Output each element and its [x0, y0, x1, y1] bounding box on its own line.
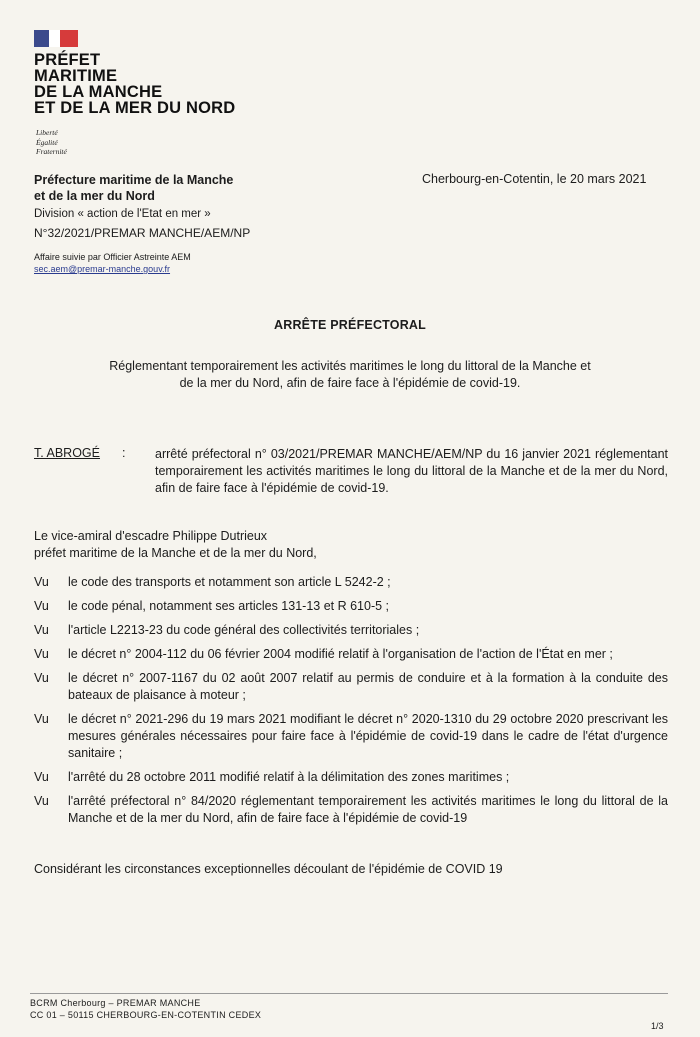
devise-line: Égalité [36, 137, 58, 147]
devise [36, 128, 67, 157]
vu-label: Vu [34, 794, 49, 808]
subtitle-line: Réglementant temporairement les activités maritimes le long du littoral de la Manche et [109, 359, 591, 373]
vu-label: Vu [34, 770, 49, 784]
signatory-line: Le vice-amiral d'escadre Philippe Dutrieux [34, 529, 268, 543]
prefecture-name [34, 172, 233, 204]
prefet-title-line: PRÉFET [34, 51, 101, 69]
affaire-suivie [34, 251, 191, 275]
prefet-title-line: ET DE LA MER DU NORD [34, 99, 236, 117]
document-subtitle [60, 358, 640, 392]
signatory [34, 528, 317, 562]
signatory-line: préfet maritime de la Manche et de la mer du Nord, [34, 546, 317, 560]
vu-text: l'arrêté du 28 octobre 2011 modifié relatif à la délimitation des zones maritimes ; [68, 770, 510, 784]
prefecture-name-line: Préfecture maritime de la Manche [34, 173, 234, 187]
subtitle-line: de la mer du Nord, afin de faire face à l'épidémie de covid-19. [179, 376, 521, 390]
vu-text: le décret n° 2007-1167 du 02 août 2007 relatif au permis de conduire et à la formation à la conduite des bateaux de plaisance à moteur ; [68, 671, 668, 702]
reference-number: N°32/2021/PREMAR MANCHE/AEM/NP [34, 226, 251, 240]
division-label: Division « action de l'Etat en mer » [34, 208, 211, 220]
footer-line: CC 01 – 50115 CHERBOURG-EN-COTENTIN CEDEX [30, 1010, 262, 1020]
vu-item [34, 769, 668, 786]
prefecture-name-line: et de la mer du Nord [34, 189, 155, 203]
vu-item [34, 793, 668, 827]
vu-item [34, 574, 668, 591]
devise-line: Liberté [36, 128, 58, 137]
prefet-title [34, 52, 235, 116]
vu-text: le code des transports et notamment son article L 5242-2 ; [68, 575, 391, 589]
considerant: Considérant les circonstances exceptionnelles découlant de l'épidémie de COVID 19 [34, 862, 503, 876]
footer-divider [30, 993, 668, 994]
prefet-title-line: MARITIME [34, 67, 118, 85]
prefet-title-line: DE LA MANCHE [34, 83, 163, 101]
document-date: Cherbourg-en-Cotentin, le 20 mars 2021 [422, 172, 647, 186]
vu-item [34, 646, 668, 663]
vu-item [34, 670, 668, 704]
page-number: 1/3 [651, 1021, 664, 1031]
vu-text: le code pénal, notamment ses articles 131-13 et R 610-5 ; [68, 599, 390, 613]
email-link[interactable]: sec.aem@premar-manche.gouv.fr [34, 264, 171, 274]
vu-item [34, 711, 668, 762]
abroge-text: arrêté préfectoral n° 03/2021/PREMAR MANCHE/AEM/NP du 16 janvier 2021 réglementant temporairement les activités maritimes le long du littoral de la Manche et de la mer du Nord, afin de faire face à l'épidémie de covid-19. [155, 447, 668, 495]
document-title: ARRÊTE PRÉFECTORAL [274, 318, 426, 332]
devise-line: Fraternité [36, 147, 67, 156]
vu-label: Vu [34, 599, 49, 613]
vu-list [34, 574, 668, 827]
vu-text: l'arrêté préfectoral n° 84/2020 réglementant temporairement les activités maritimes le long du littoral de la Manche et de la mer du Nord, afin de faire face à l'épidémie de covid-19 [68, 794, 668, 825]
vu-item [34, 598, 668, 615]
marianne-logo [34, 30, 78, 47]
affaire-label: Affaire suivie par Officier Astreinte AEM [34, 252, 191, 262]
vu-text: le décret n° 2004-112 du 06 février 2004 modifié relatif à l'organisation de l'action de l'État en mer ; [68, 647, 613, 661]
vu-text: l'article L2213-23 du code général des collectivités territoriales ; [68, 623, 420, 637]
vu-label: Vu [34, 575, 49, 589]
vu-label: Vu [34, 647, 49, 661]
abroge-colon: : [122, 446, 126, 460]
vu-item [34, 622, 668, 639]
footer-address [30, 997, 261, 1021]
abroge-label: T. ABROGÉ [34, 446, 100, 460]
vu-label: Vu [34, 712, 49, 726]
vu-label: Vu [34, 623, 49, 637]
vu-label: Vu [34, 671, 49, 685]
vu-text: le décret n° 2021-296 du 19 mars 2021 modifiant le décret n° 2020-1310 du 29 octobre 2020 prescrivant les mesures générales nécessaires pour faire face à l'épidémie de covid-19 dans le cadre de l'état d'urgence sanitaire ; [68, 712, 668, 760]
footer-line: BCRM Cherbourg – PREMAR MANCHE [30, 998, 201, 1008]
